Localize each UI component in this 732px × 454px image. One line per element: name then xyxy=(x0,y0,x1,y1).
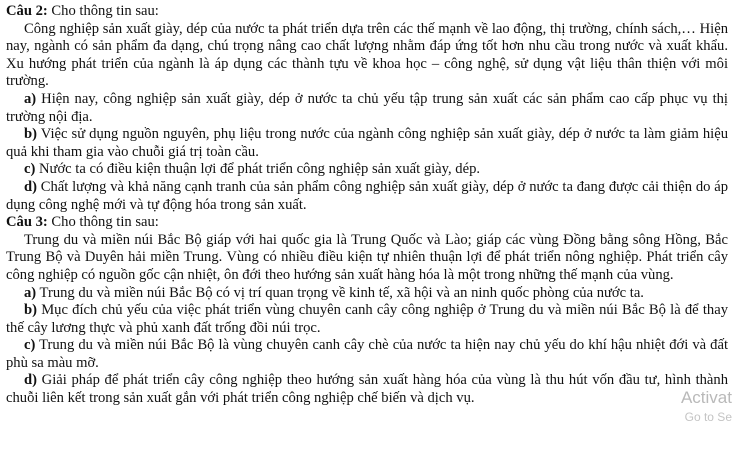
statement-text: Nước ta có điều kiện thuận lợi để phát triển công nghiệp sản xuất giày, dép. xyxy=(35,161,481,178)
question-2-intro: Cho thông tin sau: xyxy=(47,3,159,19)
statement-text: Trung du và miền núi Bắc Bộ có vị trí quan trọng về kinh tế, xã hội và an ninh quốc phòng của nước ta. xyxy=(36,284,644,301)
question-2-label: Câu 2: xyxy=(6,3,48,19)
question-3-header xyxy=(6,214,728,232)
statement-text: Trung du và miền núi Bắc Bộ là vùng chuyên canh cây chè của nước ta hiện nay chủ yếu do khí hậu nhiệt đới và đất phù sa màu mỡ. xyxy=(6,337,728,371)
question-2-passage: Công nghiệp sản xuất giày, dép của nước ta phát triển dựa trên các thế mạnh về lao động, thị trường, chính sách,… Hiện nay, ngành có sản phẩm đa dạng, chú trọng nâng cao chất lượng nhằm đáp ứng tốt hơn nhu cầu trong nước và xuất khẩu. Xu hướng phát triển của ngành là áp dụng các thành tựu về khoa học – công nghệ, sử dụng vật liệu thân thiện với môi trường. xyxy=(6,20,728,90)
question-3-intro: Cho thông tin sau: xyxy=(47,214,159,231)
statement-text: Việc sử dụng nguồn nguyên, phụ liệu trong nước của ngành công nghiệp sản xuất giày, dép ở nước ta làm giảm hiệu quả khi tham gia vào chuỗi giá trị toàn cầu. xyxy=(6,126,728,160)
question-2-statement-b xyxy=(6,126,728,161)
statement-label: d) xyxy=(24,178,37,195)
statement-text: Mục đích chủ yếu của việc phát triển vùng chuyên canh cây công nghiệp ở Trung du và miền núi Bắc Bộ là để thay thế cây lương thực và phủ xanh đất trống đồi núi trọc. xyxy=(6,302,728,336)
document-page xyxy=(6,3,728,408)
statement-label: d) xyxy=(24,372,37,389)
statement-text: Giải pháp để phát triển cây công nghiệp theo hướng sản xuất hàng hóa của vùng là thu hút vốn đầu tư, hình thành chuỗi liên kết trong sản xuất gắn với phát triển công nghiệp chế biến và dịch vụ. xyxy=(6,372,728,407)
statement-label: b) xyxy=(24,302,37,319)
question-2-statement-c xyxy=(6,161,728,179)
question-3-statement-a xyxy=(6,285,728,303)
statement-label: b) xyxy=(24,126,37,143)
question-2-statement-a xyxy=(6,91,728,126)
question-3-label: Câu 3: xyxy=(6,214,48,231)
statement-label: a) xyxy=(24,284,37,301)
question-3-statement-c xyxy=(6,337,728,372)
activation-watermark: Activat xyxy=(680,388,732,407)
activation-watermark-subtext: Go to Se xyxy=(684,410,732,424)
question-2-header xyxy=(6,3,728,21)
statement-label: a) xyxy=(24,90,37,107)
question-2-statement-d xyxy=(6,179,728,214)
question-3-statement-b xyxy=(6,302,728,337)
statement-text: Chất lượng và khả năng cạnh tranh của sản phẩm công nghiệp sản xuất giày, dép ở nước ta đang được cải thiện do áp dụng công nghệ mới và tự động hóa trong sản xuất. xyxy=(6,178,728,213)
statement-label: c) xyxy=(24,161,36,178)
statement-label: c) xyxy=(24,337,36,354)
statement-text: Hiện nay, công nghiệp sản xuất giày, dép ở nước ta chủ yếu tập trung sản xuất các sản phẩm cao cấp phục vụ thị trường nội địa. xyxy=(6,90,728,125)
question-3-statement-d xyxy=(6,372,728,407)
question-3-passage: Trung du và miền núi Bắc Bộ giáp với hai quốc gia là Trung Quốc và Lào; giáp các vùng Đồng bằng sông Hồng, Bắc Trung Bộ và Duyên hải miền Trung. Vùng có nhiều điều kiện tự nhiên thuận lợi để phát triển nông nghiệp. Phát triển cây công nghiệp có nguồn gốc cận nhiệt, ôn đới theo hướng sản xuất hàng hóa là một trong những thế mạnh của vùng. xyxy=(6,231,728,283)
